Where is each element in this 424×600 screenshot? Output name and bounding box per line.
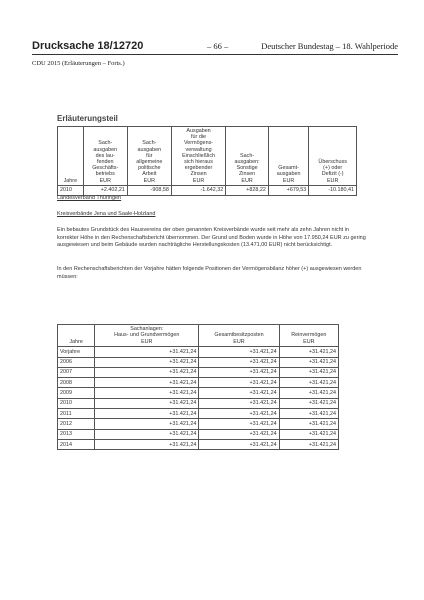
table-cell: +31.421,24 <box>199 367 279 377</box>
parliament-label: Deutscher Bundestag – 18. Wahlperiode <box>261 41 398 51</box>
column-header: Gesamt- ausgaben EUR <box>268 127 308 186</box>
table-cell: +31.421,24 <box>279 429 338 439</box>
table-cell: +2.402,21 <box>83 185 127 195</box>
column-header: Sach- ausgaben für allgemeine politische Arbeit EUR <box>127 127 171 186</box>
table-cell: +31.421,24 <box>279 388 338 398</box>
table-cell: 2013 <box>58 429 95 439</box>
table-row <box>58 378 339 388</box>
table-cell: +31.421,24 <box>95 378 199 388</box>
section-title: Erläuterungsteil <box>57 114 118 123</box>
table-cell: +31.421,24 <box>279 398 338 408</box>
table-row <box>58 357 339 367</box>
paragraph-intro: In den Rechenschaftsberichten der Vorjahre hätten folgende Positionen der Vermögensbilanz höher (+) ausgewiesen werden müssen: <box>57 266 362 280</box>
column-header: Sach- ausgaben: Sonstige Zinsen EUR <box>226 127 269 186</box>
table-cell: +31.421,24 <box>199 347 279 357</box>
page-header <box>32 40 398 55</box>
table-cell: +31.421,24 <box>199 388 279 398</box>
table-cell: +31.421,24 <box>199 429 279 439</box>
subheader: CDU 2015 (Erläuterungen – Forts.) <box>32 60 125 67</box>
table-cell: 2009 <box>58 388 95 398</box>
table-cell: 2010 <box>58 185 84 195</box>
table-cell: +31.421,24 <box>95 357 199 367</box>
doc-label: Drucksache 18/ <box>32 40 113 52</box>
column-header: Ausgaben für die Vermögens- verwaltung Einschließlich sich hieraus ergebender Zinsen EUR <box>171 127 225 186</box>
table-cell: -10.180,41 <box>309 185 357 195</box>
table-cell: 2012 <box>58 419 95 429</box>
table-cell: -908,58 <box>127 185 171 195</box>
paragraph-explanation: Ein bebautes Grundstück des Hausvereins der oben genannten Kreisverbände wurde seit mehr als zehn Jahren nicht in korrekter Höhe in den Rechenschaftsbericht übernommen. Der Grund und Boden wurde in Höhe von 17.950,24 EUR zu gering ausgewiesen und beim Gebäude wurden nachträgliche Herstellungskosten (13.471,00 EUR) nicht berücksichtigt. <box>57 227 366 249</box>
table-cell: +31.421,24 <box>95 429 199 439</box>
table-cell: +31.421,24 <box>279 439 338 449</box>
table-cell: +31.421,24 <box>279 409 338 419</box>
table-cell: +31.421,24 <box>199 398 279 408</box>
table-row <box>58 398 339 408</box>
table-cell: +31.421,24 <box>279 357 338 367</box>
table-cell: +31.421,24 <box>95 419 199 429</box>
table-cell: +31.421,24 <box>95 439 199 449</box>
column-header: Gesamtbesitzposten EUR <box>199 325 279 347</box>
table-row <box>58 439 339 449</box>
table-row <box>58 409 339 419</box>
table-row <box>58 429 339 439</box>
table-cell: 2010 <box>58 398 95 408</box>
table-cell: -1.642,32 <box>171 185 225 195</box>
table-cell: +31.421,24 <box>199 378 279 388</box>
table-cell: +31.421,24 <box>95 347 199 357</box>
table-cell: +31.421,24 <box>95 388 199 398</box>
column-header: Sachanlagen: Haus- und Grundvermögen EUR <box>95 325 199 347</box>
table-cell: 2006 <box>58 357 95 367</box>
table-cell: +31.421,24 <box>279 419 338 429</box>
table-cell: 2008 <box>58 378 95 388</box>
table-cell: +31.421,24 <box>95 409 199 419</box>
column-header: Überschuss (+) oder Defizit (-) EUR <box>309 127 357 186</box>
column-header: Jahre <box>58 325 95 347</box>
table-cell: +31.421,24 <box>95 398 199 408</box>
doc-number: 12720 <box>112 40 144 52</box>
table-cell: +31.421,24 <box>279 378 338 388</box>
table-cell: +31.421,24 <box>199 409 279 419</box>
table-cell: +31.421,24 <box>279 347 338 357</box>
column-header: Sach- ausgaben des lau- fenden Geschäfts- betriebs EUR <box>83 127 127 186</box>
page-number: – 66 – <box>207 41 229 51</box>
table-cell: +679,53 <box>268 185 308 195</box>
table-cell: +31.421,24 <box>95 367 199 377</box>
table-row <box>58 185 357 195</box>
table-cell: +31.421,24 <box>199 357 279 367</box>
document-id <box>32 40 143 52</box>
table-row <box>58 388 339 398</box>
landesverband-heading: Landesverband Thüringen <box>57 195 122 201</box>
kreisverbaende-heading: Kreisverbände Jena und Saale-Holzland <box>57 211 156 217</box>
table-cell: +828,22 <box>226 185 269 195</box>
balance-table <box>57 324 339 450</box>
column-header: Reinvermögen EUR <box>279 325 338 347</box>
table-cell: 2007 <box>58 367 95 377</box>
table-row <box>58 419 339 429</box>
column-header: Jahre <box>58 127 84 186</box>
table-header-row <box>58 127 357 186</box>
table-cell: +31.421,24 <box>199 419 279 429</box>
table-header-row <box>58 325 339 347</box>
table-cell: 2014 <box>58 439 95 449</box>
table-cell: +31.421,24 <box>279 367 338 377</box>
expenses-table <box>57 126 357 196</box>
table-cell: 2011 <box>58 409 95 419</box>
table-row <box>58 367 339 377</box>
table-cell: Vorjahre <box>58 347 95 357</box>
table-row <box>58 347 339 357</box>
table-cell: +31.421,24 <box>199 439 279 449</box>
